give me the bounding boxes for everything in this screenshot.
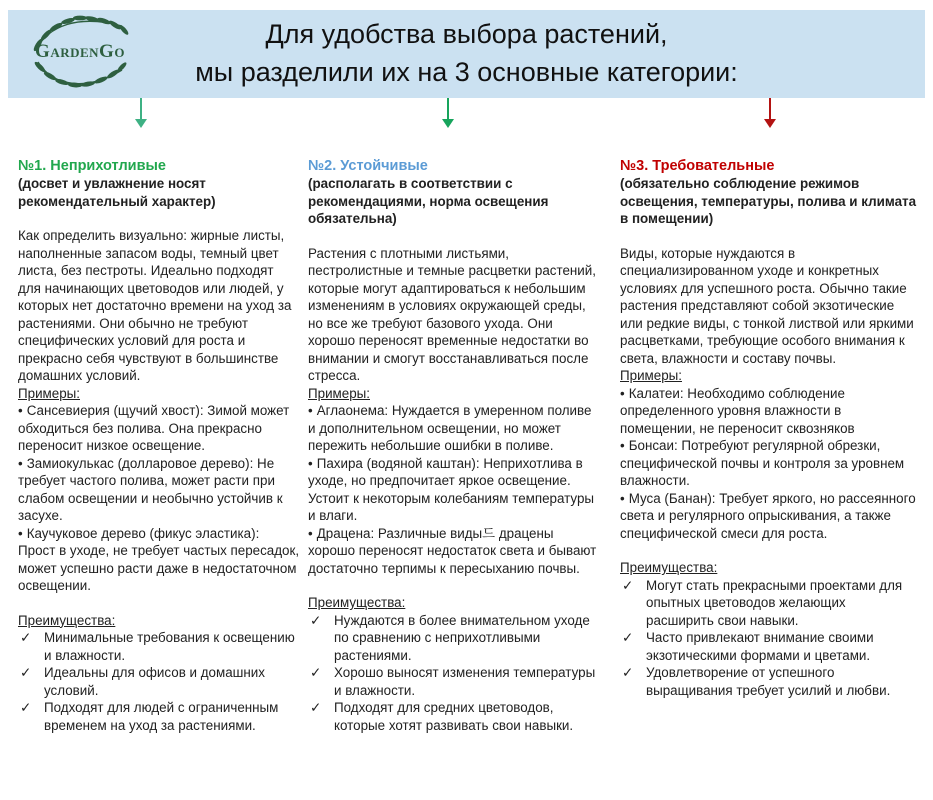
advantage-item <box>308 699 600 734</box>
advantage-text: Минимальные требования к освещению и влажности. <box>44 630 295 663</box>
check-icon: ✓ <box>20 630 32 645</box>
example-text: Драцена: Различные виды드 драцены хорошо переносят недостаток света и бывают достаточно терпимы к пересыханию почвы. <box>308 525 597 576</box>
advantage-item <box>620 577 917 630</box>
advantage-text: Подходят для средних цветоводов, которые хотят развивать свои навыки. <box>334 700 574 733</box>
example-text: Каучуковое дерево (фикус эластика): Прост в уходе, не требует частых пересадок, может успешно расти даже в недостаточном освещении. <box>18 525 300 593</box>
bullet-icon: • <box>308 455 313 471</box>
category-column-2 <box>308 157 600 734</box>
example-item <box>620 437 917 490</box>
header-banner <box>8 10 925 98</box>
advantage-item <box>308 612 600 665</box>
category-subtitle: (досвет и увлажнение носят рекомендательный характер) <box>18 176 216 209</box>
check-icon: ✓ <box>310 612 322 628</box>
category-subtitle: (обязательно соблюдение режимов освещения, температуры, полива и климата в помещении) <box>620 176 917 226</box>
arrow-head <box>764 119 776 128</box>
arrow-stem <box>140 98 142 119</box>
arrow-stem <box>447 98 449 119</box>
category-heading: №2. Устойчивые <box>308 158 428 174</box>
advantages-label: Преимущества: <box>18 612 116 628</box>
example-item <box>308 402 600 455</box>
check-icon: ✓ <box>20 665 32 680</box>
example-text: Замиокулькас (долларовое дерево): Не требует частого полива, может расти при слабом освещении и необычно устойчив к засухе. <box>18 455 283 523</box>
example-item <box>308 455 600 525</box>
examples-label: Примеры: <box>620 368 682 383</box>
example-text: Сансевиерия (щучий хвост): Зимой может обходиться без полива. Она прекрасно переносит низкое освещение. <box>18 403 290 453</box>
example-text: Аглаонема: Нуждается в умеренном поливе и дополнительном освещении, но может пережить небольшие ошибки в поливе. <box>308 403 592 453</box>
advantage-text: Хорошо выносят изменения температуры и влажности. <box>334 665 596 698</box>
down-arrow-icon <box>135 98 147 128</box>
bullet-icon: • <box>18 455 23 471</box>
example-item <box>620 385 917 438</box>
advantage-text: Удовлетворение от успешного выращивания требует усилий и любви. <box>646 665 891 698</box>
advantages-label: Преимущества: <box>620 560 718 575</box>
advantage-text: Нуждаются в более внимательном уходе по сравнению с неприхотливыми растениями. <box>334 612 590 663</box>
check-icon: ✓ <box>622 577 634 593</box>
category-description: Растения с плотными листьями, пестролистные и темные расцветки растений, которые могут адаптироваться к небольшим изменениям в условиях окружающей среды, но все же требуют базового ухода. Они хорошо переносят временные недостатки во внимании и смогут восстанавливаться после стресса. <box>308 245 596 383</box>
advantage-item <box>18 699 300 734</box>
arrow-head <box>135 119 147 128</box>
advantage-text: Идеальны для офисов и домашних условий. <box>44 665 265 698</box>
example-text: Муса (Банан): Требует яркого, но рассеянного света и регулярного опрыскивания, а также специфической смеси для роста. <box>620 490 916 541</box>
check-icon: ✓ <box>622 665 634 680</box>
advantage-item <box>308 664 600 699</box>
page-title <box>8 15 925 91</box>
example-item <box>18 402 300 455</box>
bullet-icon: • <box>308 403 313 418</box>
bullet-icon: • <box>18 525 23 541</box>
brand-name: GardenGo <box>35 41 125 62</box>
category-heading: №1. Неприхотливые <box>18 158 166 174</box>
down-arrow-icon <box>764 98 776 128</box>
advantage-item <box>620 664 917 699</box>
check-icon: ✓ <box>622 630 634 645</box>
category-description: Виды, которые нуждаются в специализированном уходе и конкретных условиях для успешного роста. Обычно такие растения представляют собой экзотические или редкие виды, с тонкой листвой или яркими расцветками, требующие особого внимания к света, влажности и составу почвы. <box>620 245 914 366</box>
example-text: Бонсаи: Потребуют регулярной обрезки, специфической почвы и контроля за уровнем влажности. <box>620 438 905 488</box>
example-item <box>18 455 300 525</box>
bullet-icon: • <box>18 403 23 418</box>
advantage-item <box>620 629 917 664</box>
example-item <box>620 490 917 543</box>
category-description: Как определить визуально: жирные листы, наполненные запасом воды, темный цвет листа, без пестроты. Идеально подходят для начинающих цветоводов или людей, у которых нет достаточно времени на уход за растениями. Они обычно не требуют специфических условий для роста и прекрасно себя чувствуют в большинстве домашних условий. <box>18 228 292 383</box>
category-column-1 <box>18 157 300 734</box>
arrow-head <box>442 119 454 128</box>
page-title-line1: Для удобства выбора растений, <box>265 19 668 49</box>
bullet-icon: • <box>620 385 625 401</box>
bullet-icon: • <box>620 438 625 453</box>
advantage-item <box>18 664 300 699</box>
example-text: Пахира (водяной каштан): Неприхотлива в уходе, но предпочитает яркое освещение. Устоит к некоторым колебаниям температуры и влаги. <box>308 455 595 523</box>
category-heading: №3. Требовательные <box>620 158 775 174</box>
bullet-icon: • <box>308 525 313 541</box>
example-text: Калатеи: Необходимо соблюдение определенного уровня влажности в помещении, не переносит сквозняков <box>620 385 855 436</box>
category-subtitle: (располагать в соответствии с рекомендациями, норма освещения обязательна) <box>308 176 549 226</box>
arrow-stem <box>769 98 771 119</box>
examples-label: Примеры: <box>18 385 80 401</box>
advantage-item <box>18 629 300 664</box>
example-item <box>308 525 600 578</box>
advantage-text: Часто привлекают внимание своими экзотическими формами и цветами. <box>646 630 874 663</box>
example-item <box>18 525 300 595</box>
bullet-icon: • <box>620 490 625 506</box>
advantage-text: Могут стать прекрасными проектами для опытных цветоводов желающих расширить свои навыки. <box>646 577 903 628</box>
page-title-line2: мы разделили их на 3 основные категории: <box>195 57 738 87</box>
down-arrow-icon <box>442 98 454 128</box>
examples-label: Примеры: <box>308 385 370 401</box>
advantages-label: Преимущества: <box>308 595 406 610</box>
advantage-text: Подходят для людей с ограниченным временем на уход за растениями. <box>44 700 279 733</box>
check-icon: ✓ <box>20 700 32 715</box>
category-column-3 <box>620 157 917 699</box>
check-icon: ✓ <box>310 700 322 715</box>
check-icon: ✓ <box>310 665 322 680</box>
